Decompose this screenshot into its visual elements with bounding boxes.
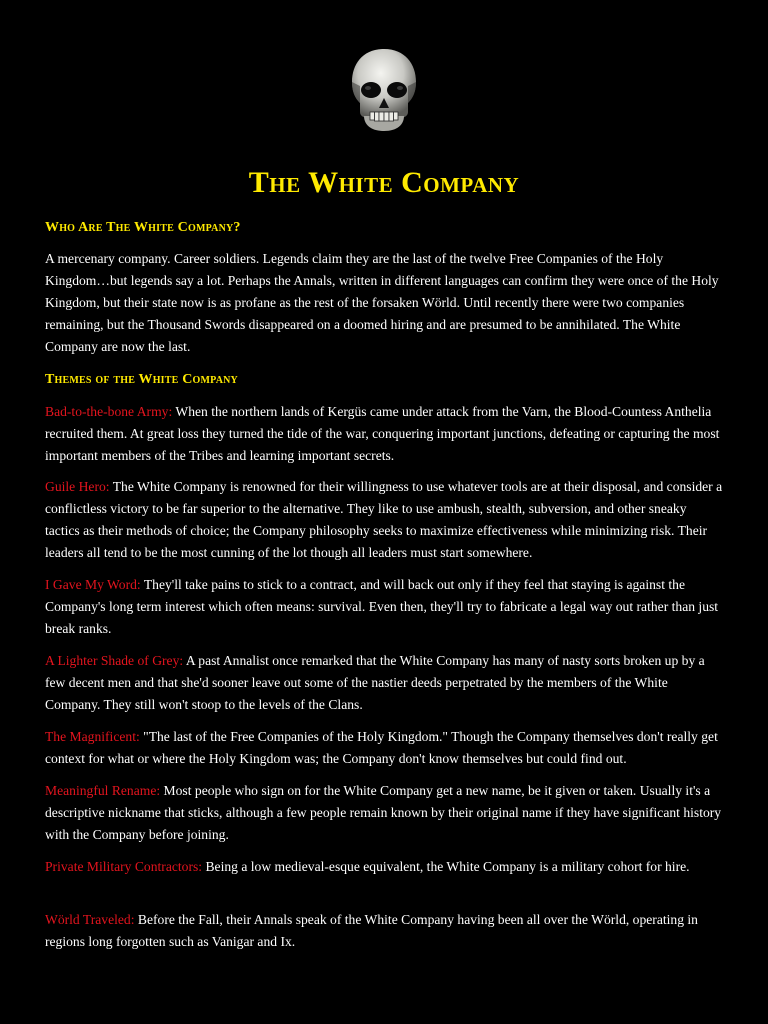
theme-label: Meaningful Rename:	[45, 783, 161, 798]
page-title: The White Company	[248, 166, 520, 199]
theme-text: The White Company is renowned for their willingness to use whatever tools are at their disposal, and consider a conflictless victory to be far superior to the alternative. They like to use ambush, stealth, subversion, and other sneaky tactics as their methods of choice; the Company philosophy seeks to maximize effectiveness while minimizing risk. Their leaders all tend to be the most cunning of the lot though all leaders must start somewhere.	[45, 479, 723, 560]
theme-label: I Gave My Word:	[45, 577, 141, 592]
theme-text: Before the Fall, their Annals speak of the White Company having been all over the Wörld, operating in regions long forgotten such as Vanigar and Ix.	[45, 912, 698, 949]
theme-text: Most people who sign on for the White Company get a new name, be it given or taken. Usually it's a descriptive nickname that sticks, although a few people remain known by their original name if they have significant history with the Company before joining.	[45, 783, 722, 842]
theme-label: The Magnificent:	[45, 729, 140, 744]
intro-paragraph: A mercenary company. Career soldiers. Legends claim they are the last of the twelve Free Companies of the Holy Kingdom…but legends say a lot. Perhaps the Annals, written in different languages can confirm they were once of the Holy Kingdom, but their state now is as profane as the rest of the forsaken Wörld. Until recently there were two companies remaining, but the Thousand Swords disappeared on a doomed hiring and are presumed to be annihilated. The White Company are now the last.	[45, 251, 719, 354]
themes-heading: Themes of the White Company	[45, 372, 238, 387]
theme-text: Being a low medieval-esque equivalent, the White Company is a military cohort for hire.	[205, 859, 690, 874]
theme-label: Guile Hero:	[45, 479, 110, 494]
skull-icon	[346, 46, 422, 134]
theme-text: "The last of the Free Companies of the Holy Kingdom." Though the Company themselves don't really get context for what or where the Holy Kingdom was; the Company don't know themselves but could find out.	[45, 729, 718, 766]
theme-text: They'll take pains to stick to a contract, and will back out only if they feel that staying is against the Company's long term interest which often means: survival. Even then, they'll try to fabricate a legal way out rather than just break ranks.	[45, 577, 719, 636]
theme-text: A past Annalist once remarked that the White Company has many of nasty sorts broken up by a few decent men and that she'd sooner leave out some of the nastier deeds perpetrated by the members of the White Company. They still won't stoop to the levels of the Clans.	[45, 653, 705, 712]
theme-item	[45, 476, 723, 564]
theme-item	[45, 856, 723, 878]
theme-item	[45, 726, 723, 770]
theme-item	[45, 650, 723, 716]
theme-label: Bad-to-the-bone Army:	[45, 404, 173, 419]
theme-label: A Lighter Shade of Grey:	[45, 653, 184, 668]
intro-heading: Who Are The White Company?	[45, 220, 241, 235]
theme-label: Private Military Contractors:	[45, 859, 203, 874]
theme-item	[45, 401, 723, 467]
theme-label: Wörld Traveled:	[45, 912, 135, 927]
theme-text: When the northern lands of Kergüs came under attack from the Varn, the Blood-Countess Anthelia recruited them. At great loss they turned the tide of the war, conquering important junctions, defeating or capturing the most important members of the Tribes and learning important secrets.	[45, 404, 720, 463]
theme-item	[45, 780, 723, 846]
theme-item	[45, 909, 723, 953]
theme-item	[45, 574, 723, 640]
